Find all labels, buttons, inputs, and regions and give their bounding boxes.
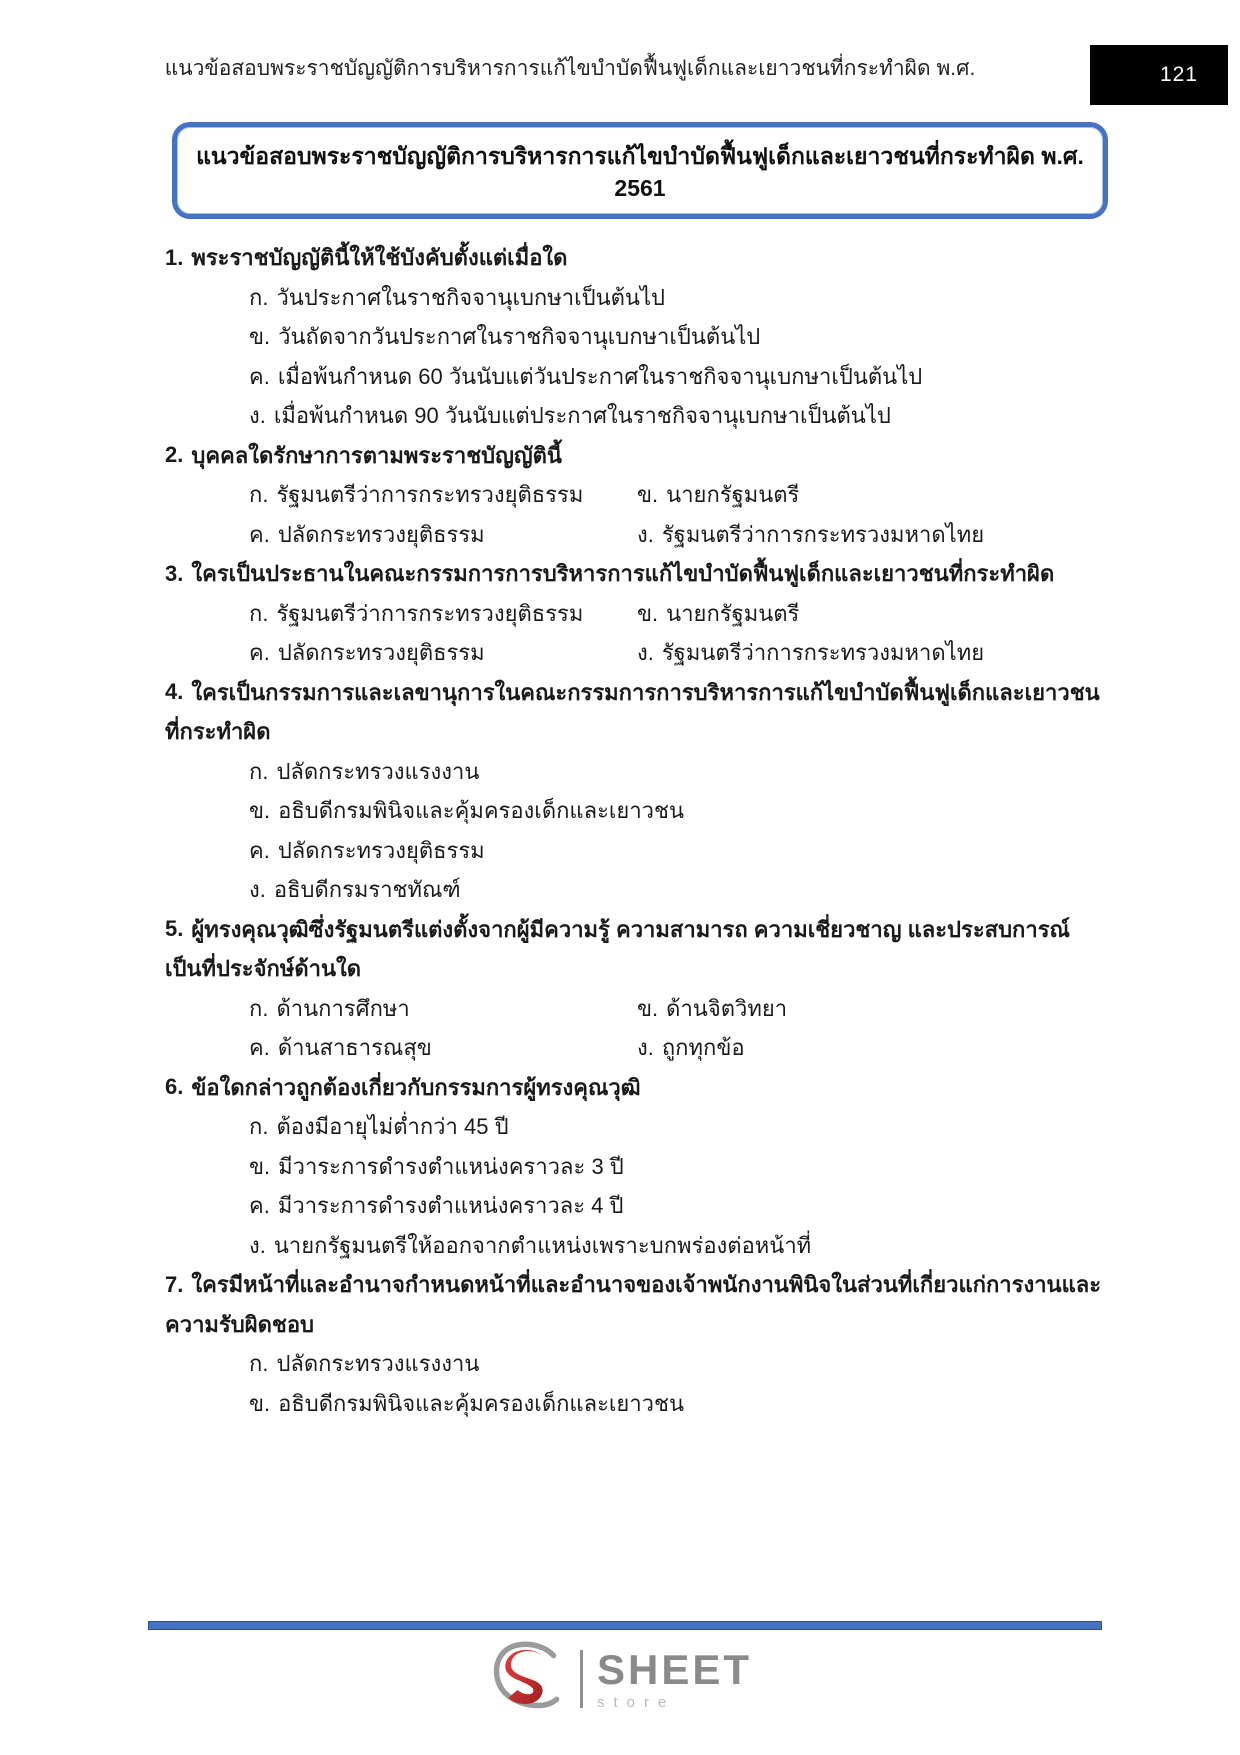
- option-key: ค.: [249, 521, 270, 547]
- question-5: [165, 910, 1085, 950]
- question-5-option-d: [637, 1030, 1085, 1065]
- footer-divider-rule: [148, 1621, 1102, 1630]
- question-2: [165, 436, 1085, 476]
- option-key: ง.: [637, 640, 654, 666]
- option-key: ข.: [249, 324, 271, 350]
- question-1: [165, 238, 1085, 278]
- question-1-option-c: [165, 357, 1085, 397]
- option-text: อธิบดีกรมพินิจและคุ้มครองเด็กและเยาวชน: [278, 1390, 684, 1416]
- question-5-options-row-1: [165, 989, 1085, 1029]
- exam-title-box: [172, 122, 1108, 219]
- question-4: [165, 673, 1100, 713]
- question-text-line-2: ที่กระทำผิด: [165, 719, 271, 745]
- question-number: 3.: [165, 560, 184, 586]
- logo-text: [596, 1645, 753, 1711]
- logo-separator: [580, 1650, 583, 1708]
- option-text: นายกรัฐมนตรีให้ออกจากตำแหน่งเพราะบกพร่องต่อหน้าที่: [273, 1232, 812, 1258]
- question-text-line-2: ความรับผิดชอบ: [165, 1311, 314, 1337]
- question-text: บุคคลใดรักษาการตามพระราชบัญญัตินี้: [191, 442, 562, 468]
- option-text: ด้านสาธารณสุข: [277, 1035, 432, 1061]
- question-3: [165, 554, 1085, 594]
- option-key: ข.: [637, 995, 659, 1021]
- option-text: ต้องมีอายุไม่ต่ำกว่า 45 ปี: [276, 1114, 509, 1140]
- option-key: ก.: [249, 482, 269, 508]
- option-key: ข.: [249, 1390, 271, 1416]
- page-number: 121: [1159, 63, 1198, 86]
- question-4-option-b: [165, 791, 1085, 831]
- question-2-options-row-1: [165, 475, 1085, 515]
- option-text: รัฐมนตรีว่าการกระทรวงมหาดไทย: [661, 521, 985, 547]
- sheet-store-logo: [488, 1638, 752, 1720]
- option-text: นายกรัฐมนตรี: [666, 600, 800, 626]
- option-text: ด้านการศึกษา: [276, 995, 410, 1021]
- question-text-line-2: เป็นที่ประจักษ์ด้านใด: [165, 956, 362, 982]
- question-3-option-a: [249, 596, 637, 631]
- question-3-option-c: [249, 635, 637, 670]
- option-key: ข.: [249, 1153, 271, 1179]
- page-number-badge: [1090, 45, 1228, 105]
- option-text: รัฐมนตรีว่าการกระทรวงมหาดไทย: [661, 640, 985, 666]
- question-2-option-a: [249, 477, 637, 512]
- question-number: 2.: [165, 442, 184, 468]
- question-7: [165, 1265, 1102, 1305]
- option-text: มีวาระการดำรงตำแหน่งคราวละ 3 ปี: [278, 1153, 624, 1179]
- question-6-option-a: [165, 1107, 1085, 1147]
- option-text: อธิบดีกรมพินิจและคุ้มครองเด็กและเยาวชน: [278, 798, 684, 824]
- question-4-continuation: [165, 712, 1085, 752]
- question-text: ข้อใดกล่าวถูกต้องเกี่ยวกับกรรมการผู้ทรงคุณวุฒิ: [191, 1074, 641, 1100]
- option-key: ง.: [637, 1035, 654, 1061]
- option-text: รัฐมนตรีว่าการกระทรวงยุติธรรม: [276, 482, 584, 508]
- option-text: ปลัดกระทรวงยุติธรรม: [277, 640, 485, 666]
- question-3-option-d: [637, 635, 1085, 670]
- question-2-option-b: [637, 477, 1085, 512]
- question-list: [165, 238, 1102, 1423]
- option-text: เมื่อพ้นกำหนด 60 วันนับแต่วันประกาศในราชกิจจานุเบกษาเป็นต้นไป: [277, 363, 923, 389]
- option-key: ง.: [249, 877, 266, 903]
- question-5-option-a: [249, 991, 637, 1026]
- question-1-option-a: [165, 278, 1085, 318]
- option-key: ง.: [637, 521, 654, 547]
- option-text: ถูกทุกข้อ: [661, 1035, 745, 1061]
- option-text: รัฐมนตรีว่าการกระทรวงยุติธรรม: [276, 600, 584, 626]
- question-number: 4.: [165, 679, 184, 705]
- question-7-continuation: [165, 1305, 1085, 1345]
- question-3-option-b: [637, 596, 1085, 631]
- question-text: ใครเป็นประธานในคณะกรรมการการบริหารการแก้ไขบำบัดฟื้นฟูเด็กและเยาวชนที่กระทำผิด: [191, 561, 1055, 587]
- question-6-option-c: [165, 1186, 1085, 1226]
- question-number: 6.: [165, 1074, 184, 1100]
- option-key: ก.: [249, 600, 269, 626]
- question-7-option-b: [165, 1384, 1085, 1424]
- question-number: 7.: [165, 1271, 184, 1297]
- question-2-option-c: [249, 517, 637, 552]
- question-7-option-a: [165, 1344, 1085, 1384]
- option-text: เมื่อพ้นกำหนด 90 วันนับแต่ประกาศในราชกิจจานุเบกษาเป็นต้นไป: [273, 403, 891, 429]
- question-3-options-row-1: [165, 594, 1085, 634]
- question-3-options-row-2: [165, 633, 1085, 673]
- option-key: ค.: [249, 837, 270, 863]
- option-key: ก.: [249, 284, 269, 310]
- option-key: ก.: [249, 1114, 269, 1140]
- question-text: ใครมีหน้าที่และอำนาจกำหนดหน้าที่และอำนาจของเจ้าพนักงานพินิจในส่วนที่เกี่ยวแก่การงานและ: [191, 1272, 1102, 1298]
- option-key: ค.: [249, 640, 270, 666]
- option-text: วันประกาศในราชกิจจานุเบกษาเป็นต้นไป: [276, 284, 665, 310]
- option-key: ง.: [249, 403, 266, 429]
- option-key: ก.: [249, 995, 269, 1021]
- question-6: [165, 1068, 1085, 1108]
- option-text: ปลัดกระทรวงแรงงาน: [276, 1351, 480, 1377]
- option-text: อธิบดีกรมราชทัณฑ์: [273, 877, 461, 903]
- question-4-option-d: [165, 870, 1085, 910]
- sheet-store-s-swoosh-icon: [488, 1638, 566, 1720]
- logo-name: SHEET: [596, 1645, 753, 1693]
- question-number: 1.: [165, 244, 184, 270]
- option-key: ค.: [249, 1193, 270, 1219]
- option-text: ปลัดกระทรวงแรงงาน: [276, 758, 480, 784]
- question-1-option-b: [165, 317, 1085, 357]
- option-key: ก.: [249, 758, 269, 784]
- question-5-option-c: [249, 1030, 637, 1065]
- question-6-option-b: [165, 1147, 1085, 1187]
- question-2-options-row-2: [165, 515, 1085, 555]
- question-5-option-b: [637, 991, 1085, 1026]
- question-2-option-d: [637, 517, 1085, 552]
- option-key: ค.: [249, 363, 270, 389]
- question-4-option-c: [165, 831, 1085, 871]
- option-key: ก.: [249, 1351, 269, 1377]
- exam-title: แนวข้อสอบพระราชบัญญัติการบริหารการแก้ไขบำบัดฟื้นฟูเด็กและเยาวชนที่กระทำผิด พ.ศ. 2561: [196, 143, 1084, 201]
- option-key: ง.: [249, 1232, 266, 1258]
- question-1-option-d: [165, 396, 1085, 436]
- question-6-option-d: [165, 1226, 1085, 1266]
- question-5-continuation: [165, 949, 1085, 989]
- option-key: ค.: [249, 1035, 270, 1061]
- option-key: ข.: [637, 600, 659, 626]
- question-4-option-a: [165, 752, 1085, 792]
- option-text: นายกรัฐมนตรี: [666, 482, 800, 508]
- question-text: พระราชบัญญัตินี้ให้ใช้บังคับตั้งแต่เมื่อใด: [191, 245, 568, 271]
- question-text: ผู้ทรงคุณวุฒิซึ่งรัฐมนตรีแต่งตั้งจากผู้มีความรู้ ความสามารถ ความเชี่ยวชาญ และประสบการณ์: [191, 916, 1070, 942]
- option-key: ข.: [249, 798, 271, 824]
- option-text: ปลัดกระทรวงยุติธรรม: [277, 521, 485, 547]
- question-number: 5.: [165, 916, 184, 942]
- option-text: มีวาระการดำรงตำแหน่งคราวละ 4 ปี: [277, 1193, 624, 1219]
- running-header-title: แนวข้อสอบพระราชบัญญัติการบริหารการแก้ไขบำบัดฟื้นฟูเด็กและเยาวชนที่กระทำผิด พ.ศ.: [164, 57, 976, 80]
- option-text: ด้านจิตวิทยา: [666, 995, 788, 1021]
- option-text: ปลัดกระทรวงยุติธรรม: [277, 837, 485, 863]
- option-text: วันถัดจากวันประกาศในราชกิจจานุเบกษาเป็นต้นไป: [278, 324, 761, 350]
- logo-subtitle: store: [596, 1693, 676, 1711]
- question-5-options-row-2: [165, 1028, 1085, 1068]
- question-text: ใครเป็นกรรมการและเลขานุการในคณะกรรมการการบริหารการแก้ไขบำบัดฟื้นฟูเด็กและเยาวชน: [191, 679, 1100, 705]
- option-key: ข.: [637, 482, 659, 508]
